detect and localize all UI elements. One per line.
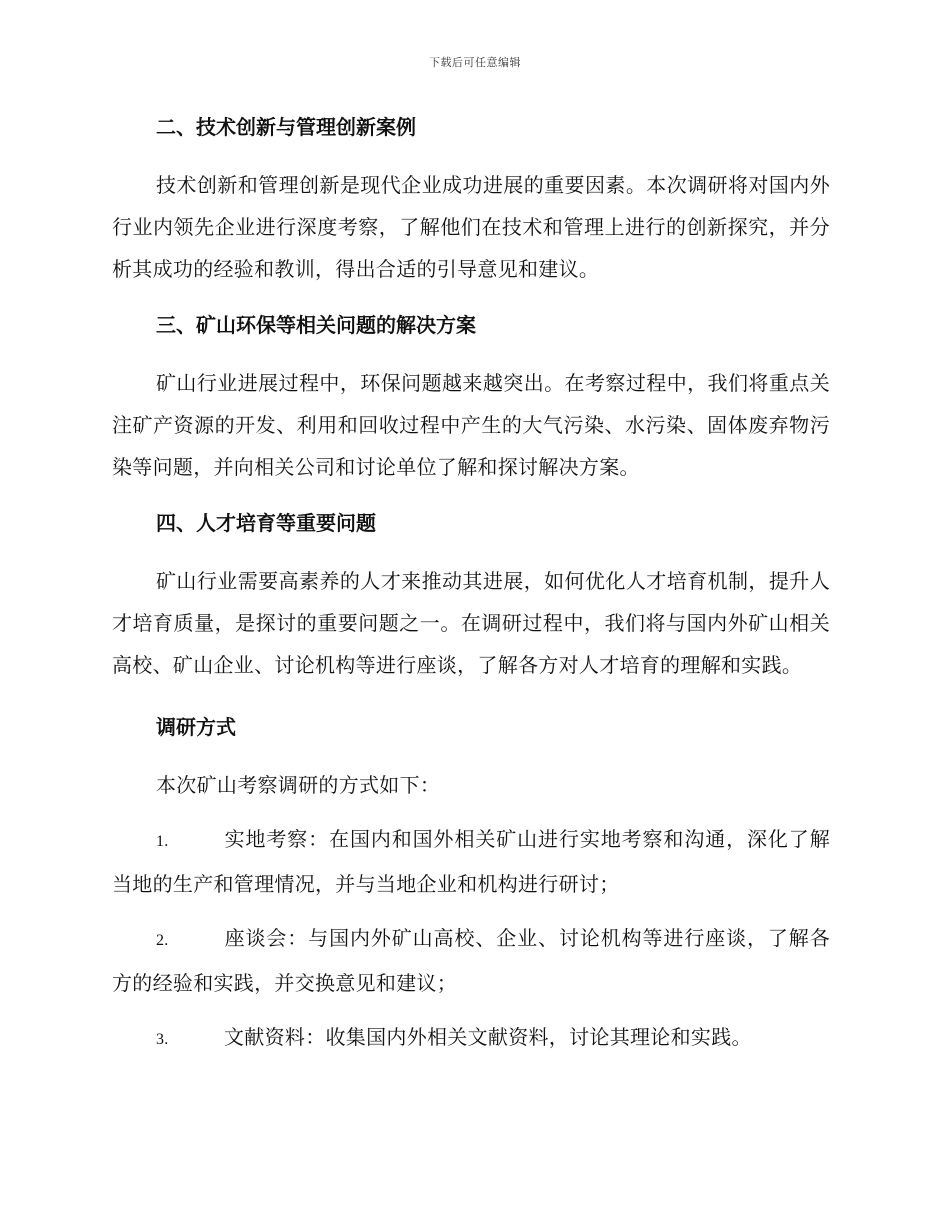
paragraph-environment: 矿山行业进展过程中，环保问题越来越突出。在考察过程中，我们将重点关注矿产资源的开发、利用和回收过程中产生的大气污染、水污染、固体废弃物污染等问题，并向相关公司和讨论单位了解和探讨解决方案。 — [112, 371, 830, 479]
list-item-field-survey — [112, 818, 830, 905]
section-heading-methods: 调研方式 — [156, 715, 236, 739]
section-heading-environment: 三、矿山环保等相关问题的解决方案 — [156, 313, 476, 337]
list-item-literature — [112, 1016, 830, 1061]
list-number: 1. — [156, 833, 169, 850]
paragraph-tech-innovation: 技术创新和管理创新是现代企业成功进展的重要因素。本次调研将对国内外行业内领先企业进行深度考察，了解他们在技术和管理上进行的创新探究，并分析其成功的经验和教训，得出合适的引导意见和建议。 — [112, 173, 830, 281]
paragraph-talent: 矿山行业需要高素养的人才来推动其进展，如何优化人才培育机制，提升人才培育质量，是探讨的重要问题之一。在调研过程中，我们将与国内外矿山相关高校、矿山企业、讨论机构等进行座谈，了解各方对人才培育的理解和实践。 — [112, 569, 830, 677]
document-body — [112, 110, 830, 1061]
page-header: 下载后可任意编辑 — [429, 56, 521, 69]
section-heading-tech-innovation: 二、技术创新与管理创新案例 — [156, 115, 416, 139]
list-number: 3. — [156, 1031, 169, 1048]
section-heading-talent: 四、人才培育等重要问题 — [156, 511, 376, 535]
list-item-text: 座谈会：与国内外矿山高校、企业、讨论机构等进行座谈，了解各方的经验和实践，并交换意见和建议； — [112, 926, 830, 995]
list-number: 2. — [156, 932, 169, 949]
paragraph-methods-intro: 本次矿山考察调研的方式如下： — [156, 773, 441, 797]
list-item-symposium — [112, 917, 830, 1004]
list-item-text: 实地考察：在国内和国外相关矿山进行实地考察和沟通，深化了解当地的生产和管理情况，并与当地企业和机构进行研讨； — [112, 827, 830, 896]
list-item-text: 文献资料：收集国内外相关文献资料，讨论其理论和实践。 — [224, 1025, 752, 1049]
